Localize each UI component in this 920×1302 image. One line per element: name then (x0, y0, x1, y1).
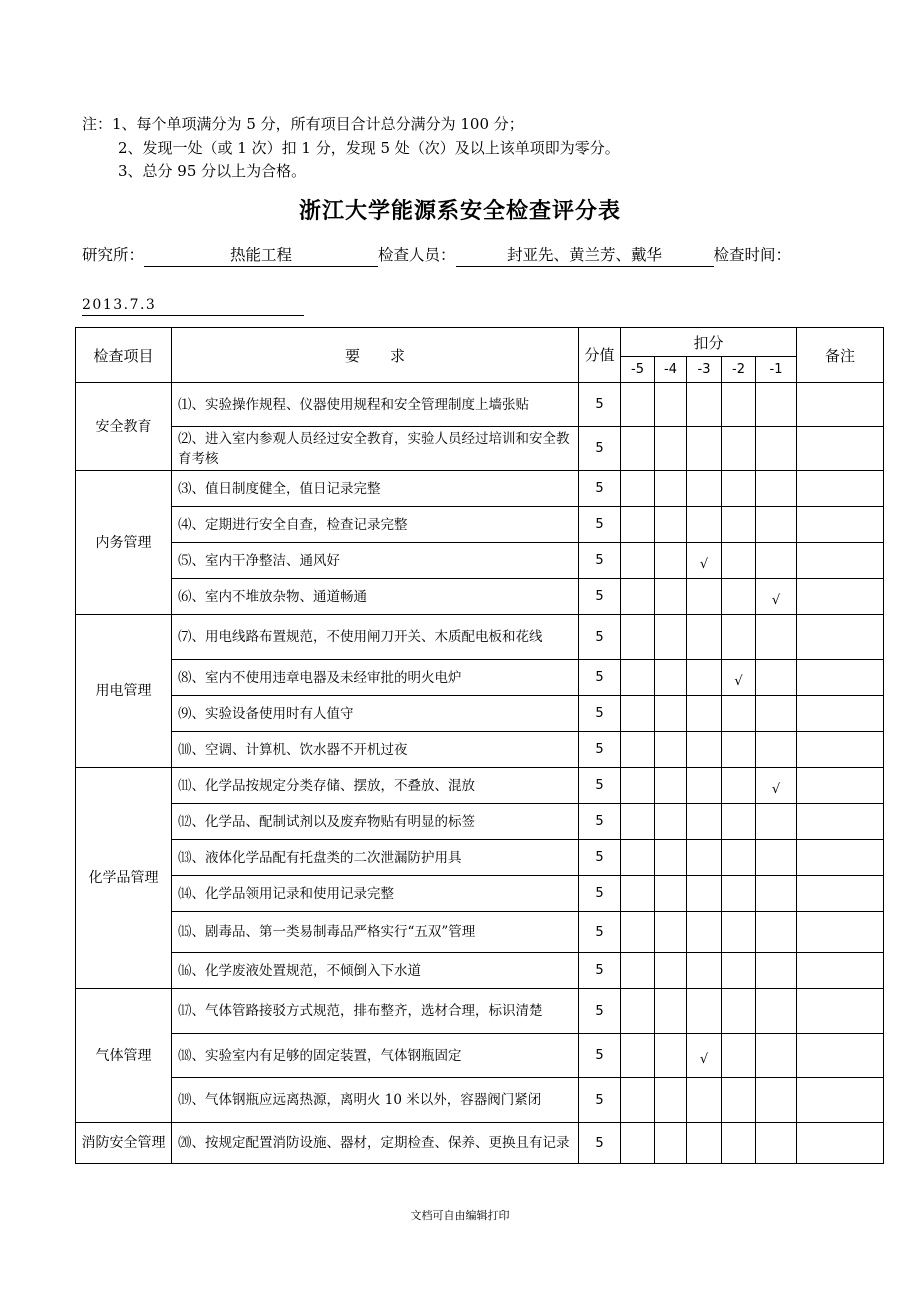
requirement-cell: ⑾、化学品按规定分类存储、摆放，不叠放、混放 (172, 768, 579, 804)
table-row (76, 1078, 884, 1123)
remark-cell[interactable] (797, 427, 884, 471)
deduction-cell[interactable] (756, 840, 797, 876)
deduction-cell[interactable] (722, 912, 756, 953)
deduction-cell[interactable] (621, 507, 655, 543)
note-1: 注：1、每个单项满分为 5 分，所有项目合计总分满分为 100 分； (82, 115, 524, 133)
check-mark-icon: √ (699, 1052, 709, 1067)
requirement-cell: ⒁、化学品领用记录和使用记录完整 (172, 876, 579, 912)
remark-cell[interactable] (797, 804, 884, 840)
table-body (76, 383, 884, 1164)
table-row (76, 953, 884, 989)
deduction-cell[interactable] (621, 579, 655, 615)
deduction-cell[interactable] (722, 615, 756, 660)
inspector-label: 检查人员： (378, 246, 456, 264)
deduction-cell[interactable] (687, 660, 722, 696)
requirement-cell: ⒀、液体化学品配有托盘类的二次泄漏防护用具 (172, 840, 579, 876)
deduction-cell[interactable] (621, 383, 655, 427)
table-row (76, 1123, 884, 1164)
score-cell: 5 (579, 579, 621, 615)
requirement-cell: ⑶、值日制度健全，值日记录完整 (172, 471, 579, 507)
table-row (76, 543, 884, 579)
deduction-cell[interactable] (722, 876, 756, 912)
page-title: 浙江大学能源系安全检查评分表 (298, 199, 621, 224)
deduction-cell[interactable] (621, 768, 655, 804)
remark-cell[interactable] (797, 953, 884, 989)
deduction-cell[interactable] (756, 953, 797, 989)
deduction-cell[interactable] (687, 1078, 722, 1123)
remark-cell[interactable] (797, 543, 884, 579)
deduction-cell[interactable] (621, 804, 655, 840)
header-deduct-2: -2 (722, 357, 756, 383)
deduction-cell[interactable] (687, 912, 722, 953)
deduction-cell[interactable] (687, 768, 722, 804)
deduction-cell[interactable] (621, 1078, 655, 1123)
deduction-cell[interactable] (722, 471, 756, 507)
deduction-cell[interactable] (756, 615, 797, 660)
deduction-cell[interactable] (621, 732, 655, 768)
deduction-cell[interactable] (722, 427, 756, 471)
header-requirement: 要 求 (172, 328, 579, 383)
score-cell: 5 (579, 383, 621, 427)
deduction-cell[interactable] (687, 840, 722, 876)
deduction-cell[interactable] (756, 427, 797, 471)
requirement-cell: ⑻、室内不使用违章电器及未经审批的明火电炉 (172, 660, 579, 696)
requirement-cell: ⒇、按规定配置消防设施、器材，定期检查、保养、更换且有记录 (172, 1123, 579, 1164)
deduction-cell[interactable] (655, 840, 687, 876)
check-mark-icon: √ (771, 782, 781, 797)
deduction-cell[interactable] (722, 732, 756, 768)
score-cell: 5 (579, 1123, 621, 1164)
note-2: 2、发现一处（或 1 次）扣 1 分，发现 5 处（次）及以上该单项即为零分。 (118, 138, 620, 157)
table-row (76, 912, 884, 953)
table-row (76, 427, 884, 471)
deduction-cell[interactable] (621, 1123, 655, 1164)
deduction-cell[interactable] (621, 912, 655, 953)
deduction-cell[interactable] (621, 427, 655, 471)
deduction-cell[interactable] (655, 696, 687, 732)
deduction-cell[interactable] (687, 876, 722, 912)
remark-cell[interactable] (797, 507, 884, 543)
remark-cell[interactable] (797, 768, 884, 804)
score-cell: 5 (579, 768, 621, 804)
deduction-cell[interactable] (687, 1123, 722, 1164)
requirement-cell: ⑽、空调、计算机、饮水器不开机过夜 (172, 732, 579, 768)
header-score: 分值 (579, 328, 621, 383)
table-row (76, 507, 884, 543)
deduction-cell[interactable] (756, 989, 797, 1034)
remark-cell[interactable] (797, 615, 884, 660)
score-cell: 5 (579, 804, 621, 840)
deduction-cell[interactable] (655, 912, 687, 953)
deduction-cell[interactable] (756, 696, 797, 732)
remark-cell[interactable] (797, 383, 884, 427)
category-cell: 用电管理 (76, 615, 172, 768)
deduction-cell[interactable] (655, 383, 687, 427)
deduction-cell[interactable] (687, 732, 722, 768)
deduction-cell[interactable] (655, 579, 687, 615)
check-mark-icon: √ (771, 593, 781, 608)
score-cell: 5 (579, 989, 621, 1034)
deduction-cell[interactable] (621, 989, 655, 1034)
institute-label: 研究所： (82, 246, 145, 264)
requirement-cell: ⒅、实验室内有足够的固定装置，气体钢瓶固定 (172, 1034, 579, 1078)
deduction-cell[interactable] (756, 876, 797, 912)
deduction-cell[interactable] (621, 543, 655, 579)
deduction-cell[interactable] (722, 953, 756, 989)
category-cell: 内务管理 (76, 471, 172, 615)
deduction-cell[interactable] (687, 507, 722, 543)
deduction-cell[interactable] (621, 953, 655, 989)
deduction-cell[interactable] (687, 953, 722, 989)
deduction-cell[interactable] (655, 507, 687, 543)
remark-cell[interactable] (797, 1034, 884, 1078)
category-cell: 消防安全管理 (76, 1123, 172, 1164)
deduction-cell[interactable] (655, 953, 687, 989)
deduction-cell[interactable] (621, 876, 655, 912)
category-cell: 气体管理 (76, 989, 172, 1123)
table-row (76, 876, 884, 912)
header-deduct-1: -1 (756, 357, 797, 383)
deduction-cell[interactable] (687, 427, 722, 471)
table-row (76, 989, 884, 1034)
deduction-cell[interactable] (655, 427, 687, 471)
table-row (76, 471, 884, 507)
table-row (76, 383, 884, 427)
requirement-cell: ⒆、气体钢瓶应远离热源，离明火 10 米以外，容器阀门紧闭 (172, 1078, 579, 1123)
requirement-cell: ⑹、室内不堆放杂物、通道畅通 (172, 579, 579, 615)
deduction-cell[interactable] (756, 912, 797, 953)
deduction-cell[interactable] (756, 471, 797, 507)
deduction-cell[interactable] (756, 804, 797, 840)
deduction-cell[interactable] (655, 732, 687, 768)
requirement-cell: ⑿、化学品、配制试剂以及废弃物贴有明显的标签 (172, 804, 579, 840)
deduction-cell[interactable] (655, 804, 687, 840)
requirement-cell: ⑴、实验操作规程、仪器使用规程和安全管理制度上墙张贴 (172, 383, 579, 427)
deduction-cell[interactable] (687, 615, 722, 660)
remark-cell[interactable] (797, 696, 884, 732)
deduction-cell[interactable] (722, 660, 756, 696)
remark-cell[interactable] (797, 840, 884, 876)
deduction-cell[interactable] (756, 768, 797, 804)
table-row (76, 804, 884, 840)
deduction-cell[interactable] (655, 1078, 687, 1123)
table-row (76, 1034, 884, 1078)
deduction-cell[interactable] (621, 615, 655, 660)
table-row (76, 768, 884, 804)
requirement-cell: ⒂、剧毒品、第一类易制毒品严格实行“五双”管理 (172, 912, 579, 953)
deduction-cell[interactable] (722, 1123, 756, 1164)
score-cell: 5 (579, 471, 621, 507)
requirement-cell: ⑵、进入室内参观人员经过安全教育，实验人员经过培训和安全教育考核 (172, 427, 579, 471)
deduction-cell[interactable] (655, 1034, 687, 1078)
remark-cell[interactable] (797, 876, 884, 912)
deduction-cell[interactable] (621, 696, 655, 732)
footer-note: 文档可自由编辑打印 (410, 1209, 510, 1222)
score-cell: 5 (579, 543, 621, 579)
requirement-cell: ⑼、实验设备使用时有人值守 (172, 696, 579, 732)
requirement-cell: ⒄、气体管路接驳方式规范，排布整齐，选材合理，标识清楚 (172, 989, 579, 1034)
deduction-cell[interactable] (722, 840, 756, 876)
deduction-cell[interactable] (655, 615, 687, 660)
inspector-value[interactable]: 封亚先、黄兰芳、戴华 (456, 244, 714, 267)
remark-cell[interactable] (797, 732, 884, 768)
deduction-cell[interactable] (722, 1078, 756, 1123)
score-cell: 5 (579, 876, 621, 912)
score-cell: 5 (579, 660, 621, 696)
requirement-cell: ⒃、化学废液处置规范，不倾倒入下水道 (172, 953, 579, 989)
inspection-date[interactable]: 2013.7.3 (82, 296, 304, 316)
category-cell: 化学品管理 (76, 768, 172, 989)
deduction-cell[interactable] (722, 696, 756, 732)
meta-line (82, 243, 791, 267)
remark-cell[interactable] (797, 912, 884, 953)
deduction-cell[interactable] (722, 768, 756, 804)
deduction-cell[interactable] (722, 804, 756, 840)
institute-value[interactable]: 热能工程 (144, 244, 378, 267)
deduction-cell[interactable] (687, 543, 722, 579)
deduction-cell[interactable] (655, 1123, 687, 1164)
remark-cell[interactable] (797, 1123, 884, 1164)
deduction-cell[interactable] (621, 660, 655, 696)
table-row (76, 696, 884, 732)
deduction-cell[interactable] (655, 471, 687, 507)
header-item: 检查项目 (76, 328, 172, 383)
score-cell: 5 (579, 840, 621, 876)
deduction-cell[interactable] (621, 471, 655, 507)
deduction-cell[interactable] (756, 543, 797, 579)
deduction-cell[interactable] (756, 1078, 797, 1123)
score-cell: 5 (579, 953, 621, 989)
deduction-cell[interactable] (655, 768, 687, 804)
deduction-cell[interactable] (756, 732, 797, 768)
header-deduct-4: -4 (655, 357, 687, 383)
category-cell: 安全教育 (76, 383, 172, 471)
remark-cell[interactable] (797, 471, 884, 507)
table-row (76, 660, 884, 696)
remark-cell[interactable] (797, 989, 884, 1034)
deduction-cell[interactable] (687, 579, 722, 615)
deduction-cell[interactable] (687, 804, 722, 840)
deduction-cell[interactable] (756, 579, 797, 615)
deduction-cell[interactable] (687, 696, 722, 732)
check-mark-icon: √ (699, 557, 709, 572)
score-cell: 5 (579, 732, 621, 768)
header-deduction: 扣分 (621, 328, 797, 357)
table-row (76, 615, 884, 660)
header-deduct-5: -5 (621, 357, 655, 383)
requirement-cell: ⑷、定期进行安全自查，检查记录完整 (172, 507, 579, 543)
header-remark: 备注 (797, 328, 884, 383)
deduction-cell[interactable] (722, 543, 756, 579)
remark-cell[interactable] (797, 660, 884, 696)
deduction-cell[interactable] (756, 507, 797, 543)
notes-block (82, 113, 620, 184)
requirement-cell: ⑺、用电线路布置规范，不使用闸刀开关、木质配电板和花线 (172, 615, 579, 660)
remark-cell[interactable] (797, 579, 884, 615)
remark-cell[interactable] (797, 1078, 884, 1123)
deduction-cell[interactable] (655, 660, 687, 696)
deduction-cell[interactable] (756, 1123, 797, 1164)
note-3: 3、总分 95 分以上为合格。 (118, 162, 307, 180)
requirement-cell: ⑸、室内干净整洁、通风好 (172, 543, 579, 579)
table-row (76, 732, 884, 768)
table-row (76, 579, 884, 615)
score-cell: 5 (579, 1078, 621, 1123)
deduction-cell[interactable] (722, 579, 756, 615)
deduction-cell[interactable] (756, 660, 797, 696)
deduction-cell[interactable] (655, 876, 687, 912)
score-cell: 5 (579, 696, 621, 732)
time-label: 检查时间： (713, 246, 792, 264)
deduction-cell[interactable] (722, 989, 756, 1034)
deduction-cell[interactable] (621, 840, 655, 876)
deduction-cell[interactable] (687, 471, 722, 507)
deduction-cell[interactable] (621, 1034, 655, 1078)
deduction-cell[interactable] (687, 383, 722, 427)
score-cell: 5 (579, 507, 621, 543)
deduction-cell[interactable] (722, 383, 756, 427)
table-row (76, 840, 884, 876)
header-deduct-3: -3 (687, 357, 722, 383)
score-table (75, 327, 884, 1164)
score-cell: 5 (579, 615, 621, 660)
deduction-cell[interactable] (756, 383, 797, 427)
score-cell: 5 (579, 1034, 621, 1078)
deduction-cell[interactable] (756, 1034, 797, 1078)
score-cell: 5 (579, 912, 621, 953)
deduction-cell[interactable] (655, 543, 687, 579)
deduction-cell[interactable] (722, 507, 756, 543)
deduction-cell[interactable] (722, 1034, 756, 1078)
score-cell: 5 (579, 427, 621, 471)
deduction-cell[interactable] (687, 1034, 722, 1078)
deduction-cell[interactable] (655, 989, 687, 1034)
deduction-cell[interactable] (687, 989, 722, 1034)
check-mark-icon: √ (734, 674, 743, 689)
